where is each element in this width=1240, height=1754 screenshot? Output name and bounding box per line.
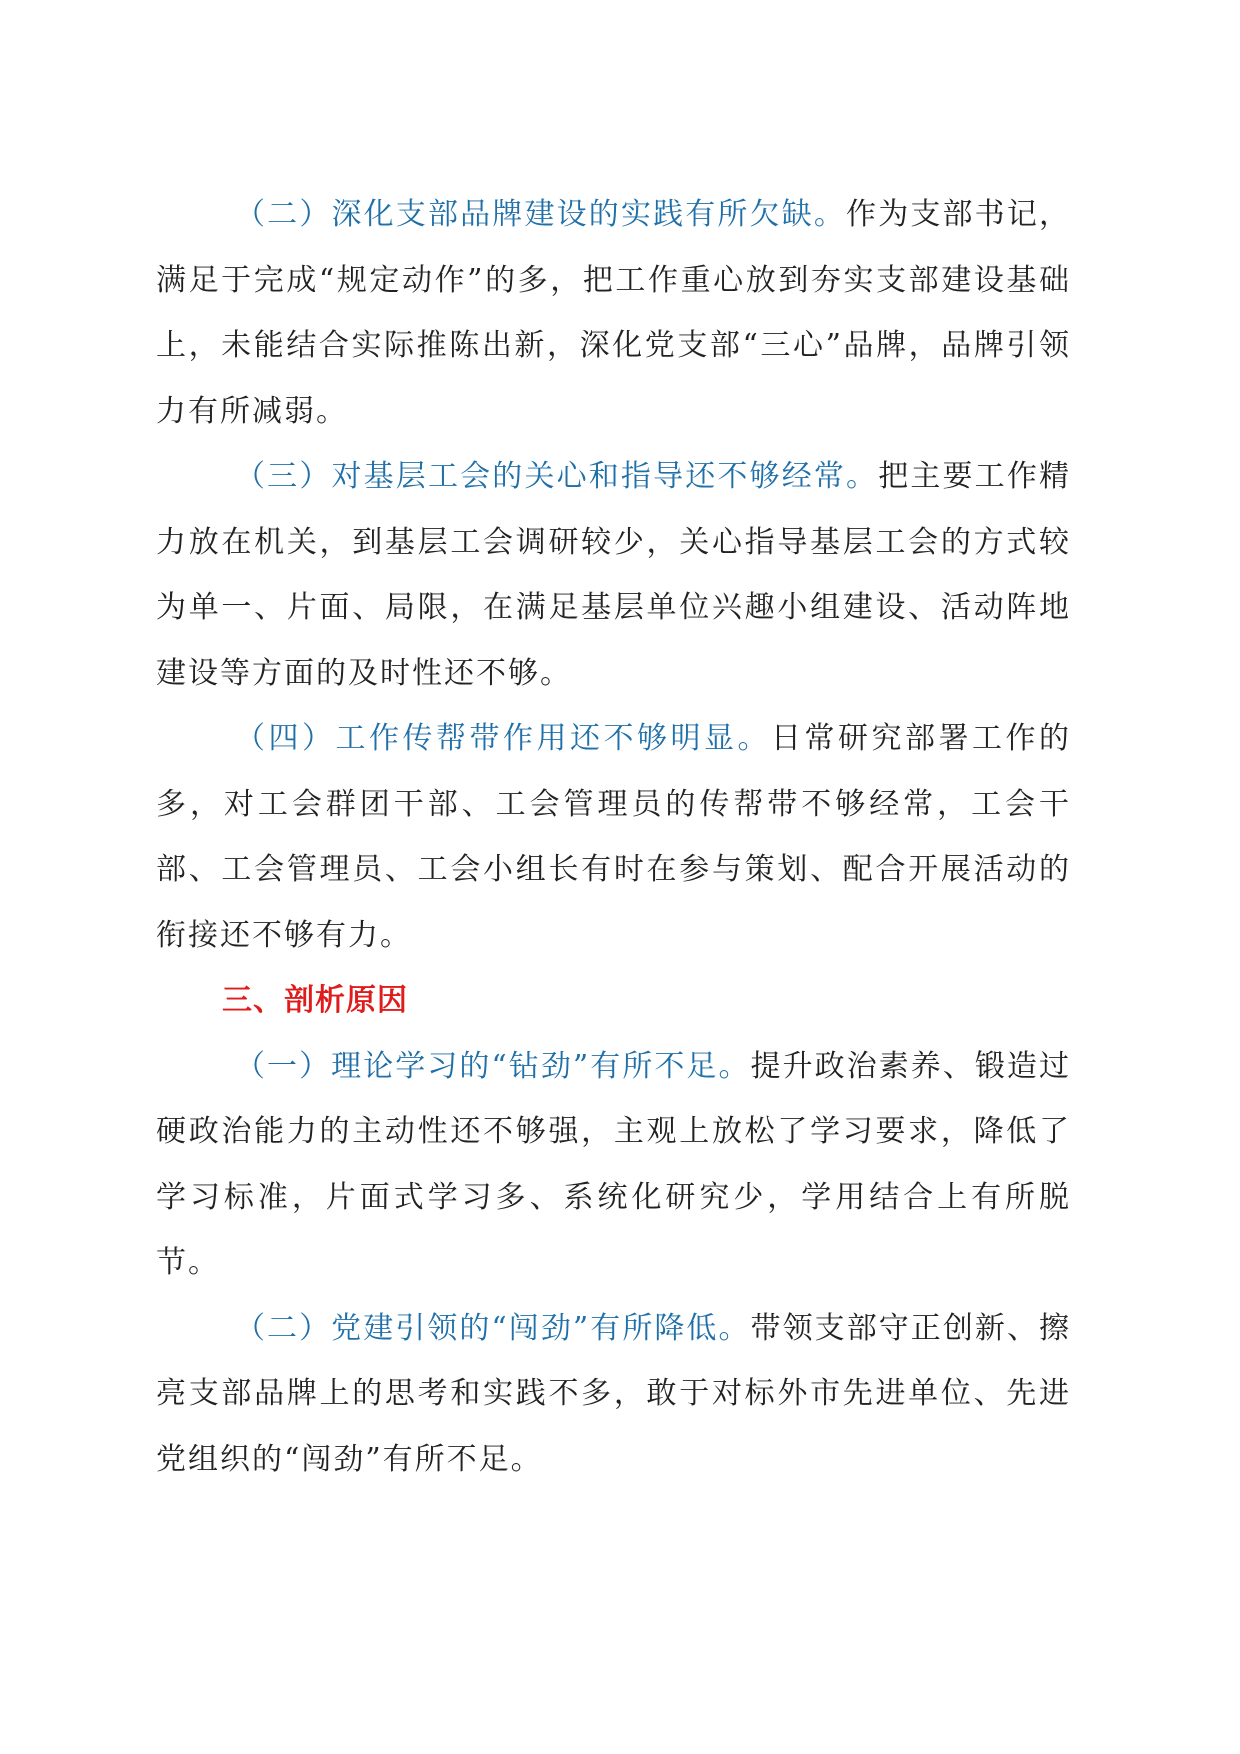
paragraph-lead: （三）对基层工会的关心和指导还不够经常。 bbox=[235, 459, 879, 494]
paragraph-lead: （二）党建引领的“闯劲”有所降低。 bbox=[235, 1310, 751, 1346]
document-content bbox=[156, 182, 1071, 1492]
paragraph-body: 把主要工作精力放在机关，到基层工会调研较少，关心指导基层工会的方式较为单一、片面、局限，在满足基层单位兴趣小组建设、活动阵地建设等方面的及时性还不够。 bbox=[156, 459, 1072, 691]
paragraph-mentoring bbox=[156, 706, 1071, 968]
paragraph-lead: （一）理论学习的“钻劲”有所不足。 bbox=[235, 1048, 751, 1084]
paragraph-theory-study bbox=[156, 1034, 1071, 1296]
paragraph-body: 作为支部书记，满足于完成“规定动作”的多，把工作重心放到夯实支部建设基础上，未能结合实际推陈出新，深化党支部“三心”品牌，品牌引领力有所减弱。 bbox=[156, 197, 1072, 429]
paragraph-body: 带领支部守正创新、擦亮支部品牌上的思考和实践不多，敢于对标外市先进单位、先进党组织的“闯劲”有所不足。 bbox=[156, 1310, 1072, 1477]
paragraph-lead: （二）深化支部品牌建设的实践有所欠缺。 bbox=[235, 197, 847, 232]
paragraph-party-leadership bbox=[156, 1296, 1071, 1493]
paragraph-body: 提升政治素养、锻造过硬政治能力的主动性还不够强，主观上放松了学习要求，降低了学习标准，片面式学习多、系统化研究少，学用结合上有所脱节。 bbox=[156, 1048, 1072, 1280]
paragraph-lead: （四）工作传帮带作用还不够明显。 bbox=[235, 721, 771, 756]
paragraph-grassroots-union bbox=[156, 444, 1071, 706]
section-heading: 三、剖析原因 bbox=[222, 983, 408, 1018]
paragraph-brand-building bbox=[156, 182, 1071, 444]
paragraph-body: 日常研究部署工作的多，对工会群团干部、工会管理员的传帮带不够经常，工会干部、工会管理员、工会小组长有时在参与策划、配合开展活动的衔接还不够有力。 bbox=[156, 721, 1071, 953]
